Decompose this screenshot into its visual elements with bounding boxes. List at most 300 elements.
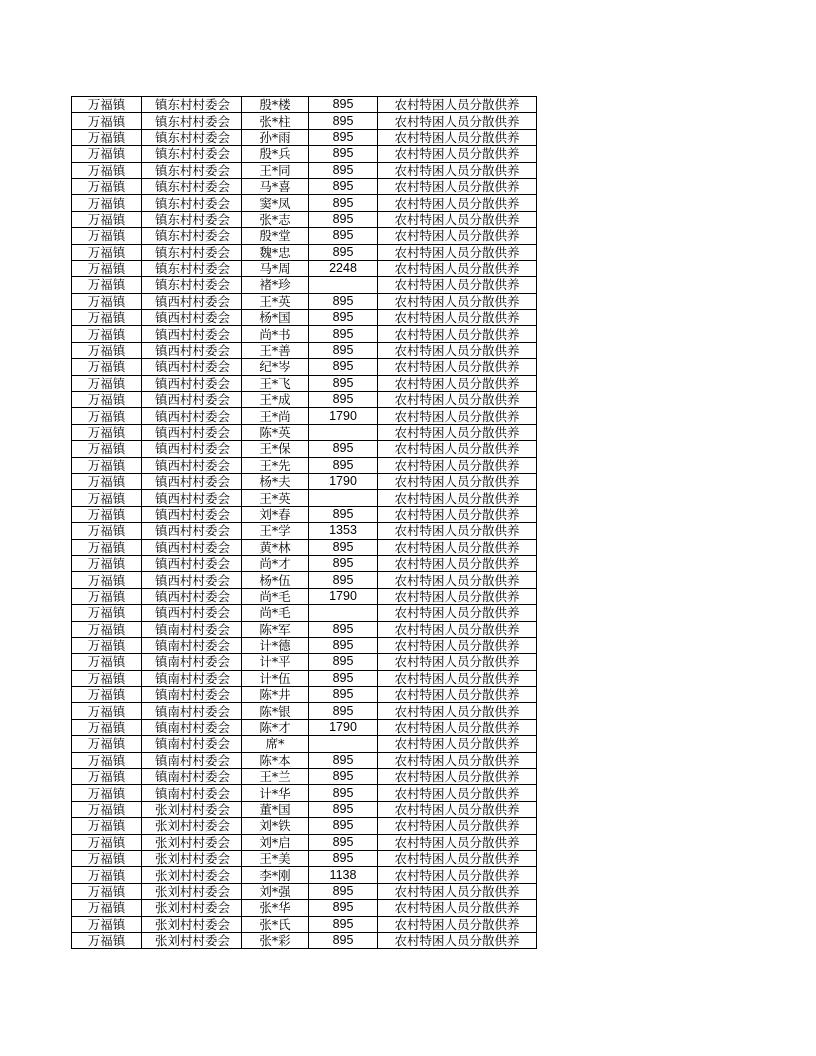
amount-cell: 895 [309,293,378,309]
person-name-cell: 孙*雨 [242,129,309,145]
person-name-cell: 董*国 [242,801,309,817]
amount-cell: 895 [309,195,378,211]
assistance-category-cell: 农村特困人员分散供养 [378,162,537,178]
amount-cell: 895 [309,670,378,686]
amount-cell: 895 [309,326,378,342]
table-row [72,457,537,473]
person-name-cell: 张*柱 [242,113,309,129]
table-row [72,129,537,145]
person-name-cell: 陈*军 [242,621,309,637]
village-committee-cell: 镇东村村委会 [142,195,242,211]
village-committee-cell: 镇西村村委会 [142,375,242,391]
table-row [72,113,537,129]
amount-cell: 1353 [309,523,378,539]
person-name-cell: 王*尚 [242,408,309,424]
assistance-category-cell: 农村特困人员分散供养 [378,490,537,506]
table-row [72,392,537,408]
person-name-cell: 尚*才 [242,555,309,571]
village-committee-cell: 镇西村村委会 [142,490,242,506]
table-row [72,867,537,883]
table-row [72,916,537,932]
village-committee-cell: 镇西村村委会 [142,473,242,489]
person-name-cell: 陈*井 [242,687,309,703]
assistance-category-cell: 农村特困人员分散供养 [378,244,537,260]
person-name-cell: 杨*夫 [242,473,309,489]
person-name-cell: 刘*强 [242,883,309,899]
person-name-cell: 陈*本 [242,752,309,768]
amount-cell: 1790 [309,588,378,604]
table-row [72,752,537,768]
amount-cell [309,736,378,752]
village-committee-cell: 镇西村村委会 [142,359,242,375]
amount-cell: 895 [309,441,378,457]
assistance-category-cell: 农村特困人员分散供养 [378,359,537,375]
amount-cell: 1790 [309,408,378,424]
person-name-cell: 刘*启 [242,834,309,850]
town-cell: 万福镇 [72,342,142,358]
table-row [72,211,537,227]
assistance-category-cell: 农村特困人员分散供养 [378,326,537,342]
table-row [72,277,537,293]
amount-cell [309,424,378,440]
village-committee-cell: 镇西村村委会 [142,457,242,473]
assistance-category-cell: 农村特困人员分散供养 [378,769,537,785]
table-row [72,932,537,948]
person-name-cell: 魏*忠 [242,244,309,260]
assistance-category-cell: 农村特困人员分散供养 [378,97,537,113]
amount-cell: 895 [309,97,378,113]
assistance-category-cell: 农村特困人员分散供养 [378,228,537,244]
town-cell: 万福镇 [72,523,142,539]
roster-body [72,97,537,949]
village-committee-cell: 镇西村村委会 [142,293,242,309]
village-committee-cell: 镇西村村委会 [142,605,242,621]
person-name-cell: 纪*岑 [242,359,309,375]
village-committee-cell: 镇东村村委会 [142,211,242,227]
table-row [72,326,537,342]
person-name-cell: 殷*楼 [242,97,309,113]
table-row [72,310,537,326]
assistance-category-cell: 农村特困人员分散供养 [378,424,537,440]
assistance-category-cell: 农村特困人员分散供养 [378,932,537,948]
village-committee-cell: 镇东村村委会 [142,277,242,293]
amount-cell: 895 [309,752,378,768]
assistance-category-cell: 农村特困人员分散供养 [378,654,537,670]
person-name-cell: 杨*国 [242,310,309,326]
table-row [72,834,537,850]
town-cell: 万福镇 [72,211,142,227]
town-cell: 万福镇 [72,408,142,424]
assistance-category-cell: 农村特困人员分散供养 [378,457,537,473]
amount-cell: 895 [309,457,378,473]
person-name-cell: 计*伍 [242,670,309,686]
town-cell: 万福镇 [72,539,142,555]
table-row [72,736,537,752]
village-committee-cell: 镇南村村委会 [142,769,242,785]
amount-cell: 895 [309,211,378,227]
town-cell: 万福镇 [72,228,142,244]
town-cell: 万福镇 [72,326,142,342]
town-cell: 万福镇 [72,867,142,883]
town-cell: 万福镇 [72,441,142,457]
amount-cell: 895 [309,162,378,178]
person-name-cell: 王*学 [242,523,309,539]
amount-cell: 895 [309,342,378,358]
table-row [72,523,537,539]
town-cell: 万福镇 [72,310,142,326]
village-committee-cell: 张刘村村委会 [142,818,242,834]
person-name-cell: 李*刚 [242,867,309,883]
person-name-cell: 马*喜 [242,178,309,194]
village-committee-cell: 镇东村村委会 [142,228,242,244]
person-name-cell: 陈*英 [242,424,309,440]
village-committee-cell: 镇西村村委会 [142,523,242,539]
table-row [72,539,537,555]
amount-cell: 895 [309,900,378,916]
table-row [72,719,537,735]
amount-cell: 1138 [309,867,378,883]
table-row [72,687,537,703]
town-cell: 万福镇 [72,424,142,440]
table-row [72,342,537,358]
assistance-category-cell: 农村特困人员分散供养 [378,146,537,162]
table-row [72,293,537,309]
table-row [72,260,537,276]
person-name-cell: 陈*才 [242,719,309,735]
assistance-category-cell: 农村特困人员分散供养 [378,637,537,653]
amount-cell: 895 [309,506,378,522]
assistance-category-cell: 农村特困人员分散供养 [378,572,537,588]
table-row [72,654,537,670]
person-name-cell: 尚*书 [242,326,309,342]
village-committee-cell: 张刘村村委会 [142,932,242,948]
village-committee-cell: 镇东村村委会 [142,260,242,276]
table-row [72,703,537,719]
village-committee-cell: 张刘村村委会 [142,900,242,916]
amount-cell: 895 [309,834,378,850]
amount-cell: 895 [309,572,378,588]
amount-cell: 895 [309,244,378,260]
village-committee-cell: 镇南村村委会 [142,621,242,637]
assistance-category-cell: 农村特困人员分散供养 [378,752,537,768]
assistance-category-cell: 农村特困人员分散供养 [378,408,537,424]
table-row [72,621,537,637]
town-cell: 万福镇 [72,113,142,129]
town-cell: 万福镇 [72,490,142,506]
assistance-category-cell: 农村特困人员分散供养 [378,178,537,194]
amount-cell: 895 [309,113,378,129]
town-cell: 万福镇 [72,162,142,178]
assistance-category-cell: 农村特困人员分散供养 [378,703,537,719]
village-committee-cell: 镇东村村委会 [142,129,242,145]
village-committee-cell: 镇南村村委会 [142,687,242,703]
amount-cell: 895 [309,769,378,785]
village-committee-cell: 镇南村村委会 [142,703,242,719]
town-cell: 万福镇 [72,178,142,194]
table-row [72,195,537,211]
amount-cell: 895 [309,621,378,637]
assistance-category-cell: 农村特困人员分散供养 [378,277,537,293]
town-cell: 万福镇 [72,473,142,489]
village-committee-cell: 镇西村村委会 [142,408,242,424]
amount-cell: 895 [309,129,378,145]
table-row [72,818,537,834]
town-cell: 万福镇 [72,277,142,293]
relief-roster-table [71,96,537,949]
amount-cell [309,605,378,621]
town-cell: 万福镇 [72,801,142,817]
village-committee-cell: 镇西村村委会 [142,572,242,588]
table-row [72,572,537,588]
table-row [72,359,537,375]
assistance-category-cell: 农村特困人员分散供养 [378,588,537,604]
village-committee-cell: 镇南村村委会 [142,736,242,752]
person-name-cell: 王*美 [242,850,309,866]
amount-cell [309,490,378,506]
amount-cell: 895 [309,228,378,244]
village-committee-cell: 镇东村村委会 [142,97,242,113]
village-committee-cell: 镇西村村委会 [142,506,242,522]
village-committee-cell: 镇西村村委会 [142,392,242,408]
person-name-cell: 张*彩 [242,932,309,948]
person-name-cell: 马*周 [242,260,309,276]
amount-cell: 895 [309,375,378,391]
village-committee-cell: 张刘村村委会 [142,850,242,866]
town-cell: 万福镇 [72,555,142,571]
amount-cell: 895 [309,654,378,670]
table-row [72,424,537,440]
person-name-cell: 殷*堂 [242,228,309,244]
assistance-category-cell: 农村特困人员分散供养 [378,801,537,817]
village-committee-cell: 镇南村村委会 [142,785,242,801]
village-committee-cell: 镇西村村委会 [142,326,242,342]
amount-cell: 2248 [309,260,378,276]
person-name-cell: 王*飞 [242,375,309,391]
assistance-category-cell: 农村特困人员分散供养 [378,293,537,309]
town-cell: 万福镇 [72,932,142,948]
person-name-cell: 尚*毛 [242,605,309,621]
town-cell: 万福镇 [72,572,142,588]
person-name-cell: 计*平 [242,654,309,670]
town-cell: 万福镇 [72,506,142,522]
town-cell: 万福镇 [72,670,142,686]
assistance-category-cell: 农村特困人员分散供养 [378,211,537,227]
assistance-category-cell: 农村特困人员分散供养 [378,719,537,735]
village-committee-cell: 镇西村村委会 [142,539,242,555]
amount-cell: 1790 [309,473,378,489]
person-name-cell: 王*先 [242,457,309,473]
amount-cell: 895 [309,359,378,375]
table-row [72,490,537,506]
amount-cell: 895 [309,310,378,326]
town-cell: 万福镇 [72,244,142,260]
assistance-category-cell: 农村特困人员分散供养 [378,736,537,752]
table-row [72,588,537,604]
person-name-cell: 杨*伍 [242,572,309,588]
town-cell: 万福镇 [72,146,142,162]
table-row [72,670,537,686]
town-cell: 万福镇 [72,359,142,375]
amount-cell: 895 [309,146,378,162]
table-row [72,801,537,817]
assistance-category-cell: 农村特困人员分散供养 [378,392,537,408]
village-committee-cell: 镇西村村委会 [142,310,242,326]
town-cell: 万福镇 [72,457,142,473]
town-cell: 万福镇 [72,785,142,801]
person-name-cell: 席* [242,736,309,752]
town-cell: 万福镇 [72,834,142,850]
table-row [72,178,537,194]
amount-cell: 895 [309,801,378,817]
person-name-cell: 王*保 [242,441,309,457]
person-name-cell: 刘*春 [242,506,309,522]
village-committee-cell: 镇西村村委会 [142,342,242,358]
person-name-cell: 王*兰 [242,769,309,785]
person-name-cell: 王*英 [242,490,309,506]
table-row [72,375,537,391]
town-cell: 万福镇 [72,818,142,834]
village-committee-cell: 镇西村村委会 [142,441,242,457]
assistance-category-cell: 农村特困人员分散供养 [378,375,537,391]
amount-cell: 895 [309,637,378,653]
table-row [72,408,537,424]
town-cell: 万福镇 [72,752,142,768]
town-cell: 万福镇 [72,129,142,145]
person-name-cell: 尚*毛 [242,588,309,604]
person-name-cell: 窦*凤 [242,195,309,211]
amount-cell: 895 [309,703,378,719]
assistance-category-cell: 农村特困人员分散供养 [378,867,537,883]
table-row [72,850,537,866]
table-row [72,97,537,113]
town-cell: 万福镇 [72,375,142,391]
assistance-category-cell: 农村特困人员分散供养 [378,310,537,326]
amount-cell: 895 [309,555,378,571]
assistance-category-cell: 农村特困人员分散供养 [378,687,537,703]
assistance-category-cell: 农村特困人员分散供养 [378,129,537,145]
table-row [72,769,537,785]
village-committee-cell: 镇西村村委会 [142,424,242,440]
person-name-cell: 计*华 [242,785,309,801]
amount-cell: 895 [309,785,378,801]
assistance-category-cell: 农村特困人员分散供养 [378,785,537,801]
town-cell: 万福镇 [72,850,142,866]
person-name-cell: 王*成 [242,392,309,408]
assistance-category-cell: 农村特困人员分散供养 [378,555,537,571]
amount-cell [309,277,378,293]
village-committee-cell: 张刘村村委会 [142,916,242,932]
amount-cell: 895 [309,818,378,834]
table-row [72,785,537,801]
assistance-category-cell: 农村特困人员分散供养 [378,670,537,686]
assistance-category-cell: 农村特困人员分散供养 [378,523,537,539]
village-committee-cell: 张刘村村委会 [142,834,242,850]
person-name-cell: 刘*铁 [242,818,309,834]
village-committee-cell: 镇东村村委会 [142,162,242,178]
table-row [72,883,537,899]
person-name-cell: 张*志 [242,211,309,227]
table-row [72,900,537,916]
town-cell: 万福镇 [72,769,142,785]
person-name-cell: 陈*银 [242,703,309,719]
town-cell: 万福镇 [72,736,142,752]
amount-cell: 895 [309,883,378,899]
person-name-cell: 计*德 [242,637,309,653]
assistance-category-cell: 农村特困人员分散供养 [378,113,537,129]
amount-cell: 895 [309,392,378,408]
village-committee-cell: 镇南村村委会 [142,637,242,653]
person-name-cell: 张*氏 [242,916,309,932]
village-committee-cell: 镇南村村委会 [142,719,242,735]
town-cell: 万福镇 [72,916,142,932]
town-cell: 万福镇 [72,588,142,604]
assistance-category-cell: 农村特困人员分散供养 [378,883,537,899]
table-row [72,473,537,489]
assistance-category-cell: 农村特困人员分散供养 [378,539,537,555]
person-name-cell: 张*华 [242,900,309,916]
town-cell: 万福镇 [72,900,142,916]
amount-cell: 895 [309,850,378,866]
village-committee-cell: 镇南村村委会 [142,752,242,768]
assistance-category-cell: 农村特困人员分散供养 [378,473,537,489]
assistance-category-cell: 农村特困人员分散供养 [378,342,537,358]
person-name-cell: 王*英 [242,293,309,309]
table-row [72,605,537,621]
person-name-cell: 褚*珍 [242,277,309,293]
town-cell: 万福镇 [72,703,142,719]
village-committee-cell: 张刘村村委会 [142,801,242,817]
amount-cell: 1790 [309,719,378,735]
person-name-cell: 殷*兵 [242,146,309,162]
village-committee-cell: 镇南村村委会 [142,654,242,670]
town-cell: 万福镇 [72,97,142,113]
village-committee-cell: 镇东村村委会 [142,146,242,162]
assistance-category-cell: 农村特困人员分散供养 [378,818,537,834]
village-committee-cell: 镇南村村委会 [142,670,242,686]
table-row [72,228,537,244]
person-name-cell: 黄*林 [242,539,309,555]
village-committee-cell: 张刘村村委会 [142,867,242,883]
assistance-category-cell: 农村特困人员分散供养 [378,195,537,211]
assistance-category-cell: 农村特困人员分散供养 [378,900,537,916]
amount-cell: 895 [309,687,378,703]
assistance-category-cell: 农村特困人员分散供养 [378,621,537,637]
assistance-category-cell: 农村特困人员分散供养 [378,916,537,932]
assistance-category-cell: 农村特困人员分散供养 [378,441,537,457]
village-committee-cell: 镇东村村委会 [142,244,242,260]
town-cell: 万福镇 [72,195,142,211]
person-name-cell: 王*善 [242,342,309,358]
table-row [72,146,537,162]
person-name-cell: 王*同 [242,162,309,178]
table-row [72,441,537,457]
assistance-category-cell: 农村特困人员分散供养 [378,260,537,276]
assistance-category-cell: 农村特困人员分散供养 [378,605,537,621]
town-cell: 万福镇 [72,637,142,653]
amount-cell: 895 [309,178,378,194]
village-committee-cell: 镇东村村委会 [142,178,242,194]
table-row [72,637,537,653]
town-cell: 万福镇 [72,654,142,670]
table-row [72,244,537,260]
town-cell: 万福镇 [72,687,142,703]
table-row [72,555,537,571]
town-cell: 万福镇 [72,392,142,408]
village-committee-cell: 镇西村村委会 [142,588,242,604]
town-cell: 万福镇 [72,293,142,309]
town-cell: 万福镇 [72,883,142,899]
assistance-category-cell: 农村特困人员分散供养 [378,506,537,522]
